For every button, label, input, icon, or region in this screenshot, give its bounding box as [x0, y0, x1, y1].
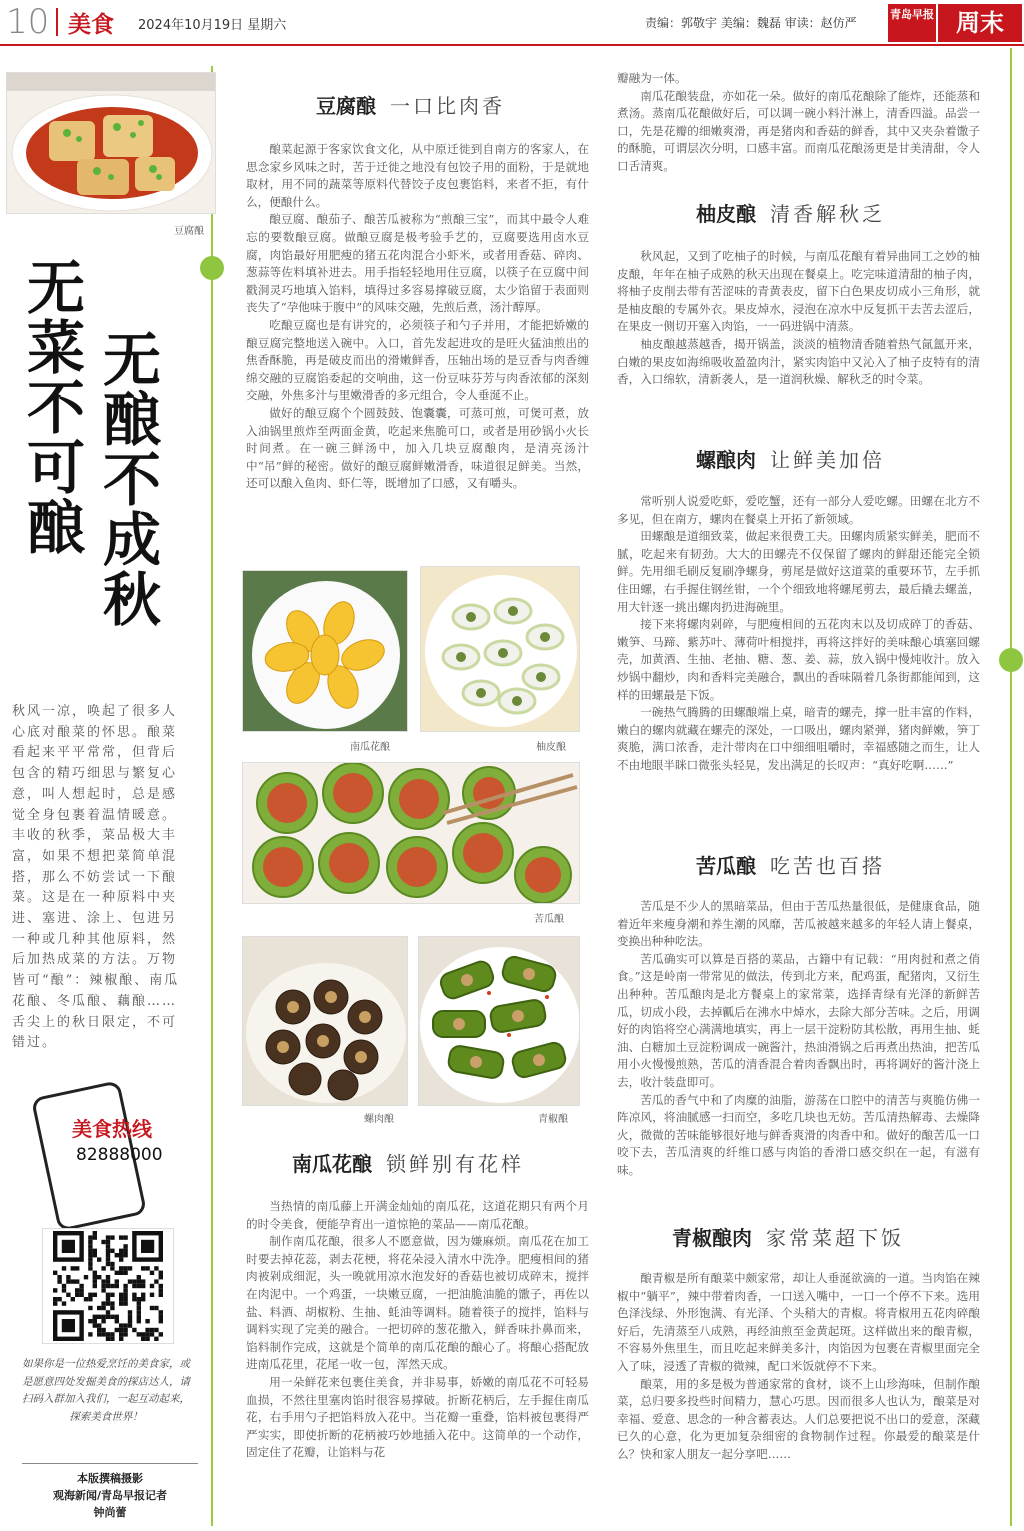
qr-code-icon[interactable] [42, 1228, 174, 1344]
photo-caption: 豆腐酿 [174, 226, 204, 237]
pumpkin-article [246, 1198, 589, 1462]
supplement-name: 周末 [936, 4, 1022, 42]
main-title-line-1 [24, 254, 88, 562]
photo-caption: 青椒酿 [538, 1114, 568, 1125]
page-number: 10 [6, 2, 50, 42]
paragraph: 当热情的南瓜藤上开满金灿灿的南瓜花，这道花期只有两个月的时令美食，便能孕育出一道惊艳的菜品——南瓜花酿。 [246, 1199, 589, 1231]
main-title-text: 无菜不可酿 [26, 254, 85, 562]
paragraph: 酿菜起源于客家饮食文化，从中原迁徙到自南方的客家人，在思念家乡风味之时，苦于迁徙之地没有包饺子用的面粉，于是就地取材，用不同的蔬菜等原料代替饺子皮包裹馅料，来者不拒，有什么，便酿什么。 [246, 142, 589, 209]
paragraph: 柚皮酿越蒸越香，揭开锅盖，淡淡的植物清香随着热气氤氲开来，白嫩的果皮如海绵吸收盈盈肉汁，紧实肉馅中又沁入了柚子皮特有的清香，入口绵软，清新袭人，是一道润秋燥、解秋乏的时令菜。 [617, 336, 980, 387]
section-sub: 家常菜超下饭 [766, 1226, 904, 1250]
tofu-photo [6, 72, 216, 214]
section-key: 苦瓜酿 [696, 854, 756, 878]
paragraph: 南瓜花酿装盘，亦如花一朵。做好的南瓜花酿除了能炸，还能蒸和煮汤。蒸南瓜花酿做好后，可以调一碗小料汁淋上，清香四溢。品尝一口，先是花瓣的细嫩爽滑，再是猪肉和香菇的鲜香，其中又夹杂着馓子的酥脆，可谓层次分明，口感丰富。而南瓜花酿汤更是甘美清甜，令人口舌清爽。 [617, 88, 980, 173]
main-title-line-2 [100, 326, 164, 634]
issue-date: 2024年10月19日 星期六 [138, 18, 287, 33]
paragraph: 接下来将螺肉剁碎，与肥瘦相间的五花肉末以及切成碎丁的香菇、嫩笋、马蹄、紫苏叶、薄荷叶相搅拌，再将这拌好的美味酿心填塞回螺壳，加黄酒、生抽、老抽、糖、葱、姜、蒜，放入锅中慢炖收汁。放入炒锅中翻炒，肉和香料完美融合，飘出的香味隔着几条街都能闻到，这样的田螺最是下饭。 [617, 617, 980, 702]
section-heading-pumpkin [292, 1148, 524, 1177]
snail-photo [242, 936, 408, 1106]
section-key: 螺酿肉 [696, 448, 756, 472]
section-heading-pepper [672, 1222, 904, 1251]
byline-line: 本版撰稿摄影 [77, 1472, 143, 1485]
paragraph: 田螺酿是道细致菜，做起来很费工夫。田螺肉质紧实鲜美，肥而不腻，吃起来有韧劲。大大的田螺壳不仅保留了螺肉的鲜甜还能完全锁鲜。先用细毛刷反复刷净螺身，剪尾是做好这道菜的重要环节，左手抓住田螺，右手握住钢丝钳，一个个细致地将螺尾剪去，最后撬去螺盖，用大针逐一挑出螺肉扔进海碗里。 [617, 529, 980, 614]
byline-line: 钟尚蕾 [93, 1506, 127, 1519]
header-divider [56, 8, 58, 36]
pomelo-article [617, 248, 980, 389]
paragraph: 苦瓜是不少人的黑暗菜品，但由于苦瓜热量很低，是健康食品，随着近年来瘦身潮和养生潮的风靡，苦瓜被越来越多的年轻人请上餐桌，变换出种种吃法。 [617, 899, 980, 949]
column-divider-left [211, 66, 213, 1526]
section-key: 柚皮酿 [696, 202, 756, 226]
pumpkin-article-continued [617, 70, 980, 176]
paragraph: 酿青椒是所有酿菜中颇家常，却让人垂涎欲滴的一道。当肉馅在辣椒中“躺平”，辣中带着肉香，一口送入嘴中，一口一个停不下来。选用色泽浅绿、外形饱满、有光泽、个头稍大的青椒。将青椒用五花肉碎酿好后，先清蒸至八成熟，再经油煎至金黄起斑。这样做出来的酿青椒，不容易外焦里生，而且吃起来鲜美多汁，肉馅因为包裹在青椒里面完全入了味，浸透了青椒的微辣，配口米饭就停不下来。 [617, 1271, 980, 1373]
paragraph: 一碗热气腾腾的田螺酿端上桌，暗青的螺壳，撑一肚丰富的作料，嫩白的螺肉就藏在螺壳的深处，一口吸出，螺肉紧弹，猪肉鲜嫩，笋丁爽脆，满口浓香，走汁带肉在口中细细咀嚼时，幸福感随之而生，让人不由地眼半眯口微张头轻晃，发出满足的长叹声：“真好吃啊……” [617, 705, 980, 772]
byline [22, 1463, 198, 1521]
paragraph: 苦瓜确实可以算是百搭的菜品，古籍中有记载：“用肉挝和煮之俏食。”这是岭南一带常见的做法，传到北方来，配鸡蛋，配猪肉，又衍生出种种。苦瓜酿肉是北方餐桌上的家常菜，选择青绿有光泽的新鲜苦瓜，切成小段，去掉瓤后在沸水中焯水，去除大部分苦味。之后，用调好的肉馅将空心满满地填实，再上一层干淀粉防其松散，再用生抽、蚝油、白糖加土豆淀粉调成一碗酱汁，热油滑锅之后再煮出热油，把苦瓜用小火慢慢煎熟，苦瓜的清香混合着肉香飘出时，再将调好的酱汁浇上去，收汁装盘即可。 [617, 951, 980, 1089]
tofu-article [246, 141, 589, 493]
section-sub: 一口比肉香 [390, 94, 505, 118]
divider-dot [200, 256, 224, 280]
main-title-text: 无酿不成秋 [102, 326, 161, 634]
section-sub: 让鲜美加倍 [770, 448, 885, 472]
editor-credits: 责编：郭敬宇 美编：魏磊 审读：赵仿严 [645, 16, 857, 30]
paragraph: 常听别人说爱吃虾，爱吃蟹，还有一部分人爱吃螺。田螺在北方不多见，但在南方，螺肉在餐桌上开拓了新领域。 [617, 494, 980, 526]
photo-caption: 柚皮酿 [536, 742, 566, 753]
hotline-label: 美食热线 [72, 1117, 152, 1141]
photo-caption: 螺肉酿 [364, 1114, 394, 1125]
newspaper-logo: 青岛早报 [888, 4, 936, 42]
bitter-article [617, 898, 980, 1180]
column-divider-right [1010, 48, 1012, 1526]
paragraph: 秋风起，又到了吃柚子的时候，与南瓜花酿有着异曲同工之妙的柚皮酿，年年在柚子成熟的秋天出现在餐桌上。吃完味道清甜的柚子肉，将柚子皮削去带有苦涩味的青黄表皮，留下白色果皮切成小三角形，就是柚皮酿的专属外衣。果皮焯水，浸泡在凉水中反复抓干去苦去涩后，在果皮一侧切开塞入肉馅，一一码进锅中清蒸。 [617, 249, 980, 334]
paragraph: 做好的酿豆腐个个圆鼓鼓、饱囊囊，可蒸可煎，可煲可煮，放入油锅里煎炸至两面金黄，吃起来焦脆可口，或者是用砂锅小火长时间煮。在一碗三鲜汤中，加入几块豆腐酿肉，是清亮汤汁中“吊”鲜的秘密。做好的酿豆腐鲜嫩滑香，味道很足鲜美。当然，还可以酿入鱼肉、虾仁等，既增加了口感，又有嚼头。 [246, 405, 589, 491]
section-key: 豆腐酿 [316, 94, 376, 118]
section-sub: 清香解秋乏 [770, 202, 885, 226]
pomelo-photo [420, 566, 580, 732]
pumpkin-flower-photo [242, 570, 408, 732]
section-heading-pomelo [696, 198, 885, 227]
hotline-invite: 如果你是一位热爱烹饪的美食家，或是愿意四处发掘美食的探店达人，请扫码入群加入我们，一起互动起来，探索美食世界！ [22, 1358, 190, 1423]
hotline-number[interactable]: 82888000 [76, 1145, 163, 1165]
section-sub: 吃苦也百搭 [770, 854, 885, 878]
bitter-melon-photo [242, 762, 580, 904]
green-pepper-photo [418, 936, 580, 1106]
section-heading-tofu [316, 90, 505, 119]
section-heading-snail [696, 444, 885, 473]
byline-line: 观海新闻/青岛早报记者 [52, 1489, 168, 1502]
divider-dot [999, 648, 1023, 672]
paragraph: 制作南瓜花酿，很多人不愿意做，因为嫌麻烦。南瓜花在加工时要去掉花蕊，剥去花梗，将花朵浸入清水中洗净。肥瘦相间的猪肉被剁成细泥，头一晚就用凉水泡发好的香菇也被切成碎末，搅拌在肉泥中。一个鸡蛋，一块嫩豆腐，一把油脆油脆的馓子，再佐以盐、料酒、胡椒粉、生抽、蚝油等调料。随着筷子的搅拌，馅料与调料实现了完美的融合。一把切碎的葱花撒入，鲜香味扑鼻而来，馅料制作完成，这就是个简单的南瓜花酿的酿心了。将酿心搭配放进南瓜花里，花尾一收一包，浑然天成。 [246, 1234, 589, 1372]
photo-caption: 南瓜花酿 [350, 742, 390, 753]
paragraph: 用一朵鲜花来包裹住美食，并非易事，娇嫩的南瓜花不可轻易血损，不然往里塞肉馅时很容易撑破。折断花柄后，左手握住南瓜花，右手用勺子把馅料放入花中。当花瓣一重叠，馅料被包裹得严严实实，即使折断的花柄被巧妙地插入花中。这简单的一个动作，固定住了花瓣，让馅料与花 [246, 1374, 589, 1460]
section-sub: 锁鲜别有花样 [386, 1152, 524, 1176]
section-name: 美食 [68, 12, 114, 38]
paragraph: 瓣融为一体。 [617, 71, 687, 85]
pepper-article [617, 1270, 980, 1464]
intro-paragraph: 秋风一凉，唤起了很多人心底对酿菜的怀思。酿菜看起来平平常常，但背后包含的精巧细思与繁复心意，叫人想起时，总是感觉全身包裹着温情暖意。丰收的秋季，菜品极大丰富，如果不想把菜简单混搭，那么不妨尝试一下酿菜。这是在一种原料中夹进、塞进、涂上、包进另一种或几种其他原料，然后加热成菜的方法。万物皆可“酿”：辣椒酿、南瓜花酿、冬瓜酿、藕酿……舌尖上的秋日限定，不可错过。 [12, 704, 180, 1051]
section-heading-bitter [696, 850, 885, 879]
snail-article [617, 493, 980, 775]
section-key: 南瓜花酿 [292, 1152, 372, 1176]
paragraph: 酿豆腐、酿茄子、酿苦瓜被称为“煎酿三宝”，而其中最令人难忘的要数酿豆腐。做酿豆腐是极考验手艺的，豆腐要选用卤水豆腐，肉馅最好用肥瘦的猪五花肉混合小虾米，或者用香菇、碎肉、葱蒜等佐料填补进去。用手指轻轻地用住豆腐，以筷子在豆腐中间戳洞灵巧地填入馅料，填得过多容易撑破豆腐，太少馅留于表面则丧失了“孕他味于腹中”的风味交融，先煎后煮，汤汁醇厚。 [246, 212, 589, 315]
paragraph: 苦瓜的香气中和了肉糜的油脂，游荡在口腔中的清苦与爽脆仿佛一阵凉风，将油腻感一扫而空，多吃几块也无妨。苦瓜清热解毒、去燥降火，微微的苦味能够很好地与鲜香爽滑的肉香中和。做好的酿苦瓜一口咬下去，苦瓜清爽的纤维口感与肉馅的香滑口感交织在一起，有滋有味。 [617, 1092, 980, 1177]
section-key: 青椒酿肉 [672, 1226, 752, 1250]
paragraph: 酿菜，用的多是极为普通家常的食材，谈不上山珍海味，但制作酿菜，总归要多投些时间精力，慧心巧思。因而很多人也认为，酿菜是对幸福、爱意、思念的一种含蓄表达。人们总要把说不出口的爱意，深藏已久的心意，化为更加复杂细密的食物制作过程。你最爱的酿菜是什么？快和家人朋友一起分享吧…… [617, 1376, 980, 1461]
paragraph: 吃酿豆腐也是有讲究的，必须筷子和勺子并用，才能把娇嫩的酿豆腐完整地送入碗中。入口，首先发起进攻的是旺火猛油煎出的焦香酥脆，再是破皮而出的滑嫩鲜香，压轴出场的是豆香与肉香缠绵交融的豆腐馅委起的交响曲，这一份豆味芬芳与肉香浓郁的深刻交融，外焦多汁与里嫩滑香的多元组合，令人垂涎不止。 [246, 317, 589, 403]
photo-caption: 苦瓜酿 [534, 914, 564, 925]
